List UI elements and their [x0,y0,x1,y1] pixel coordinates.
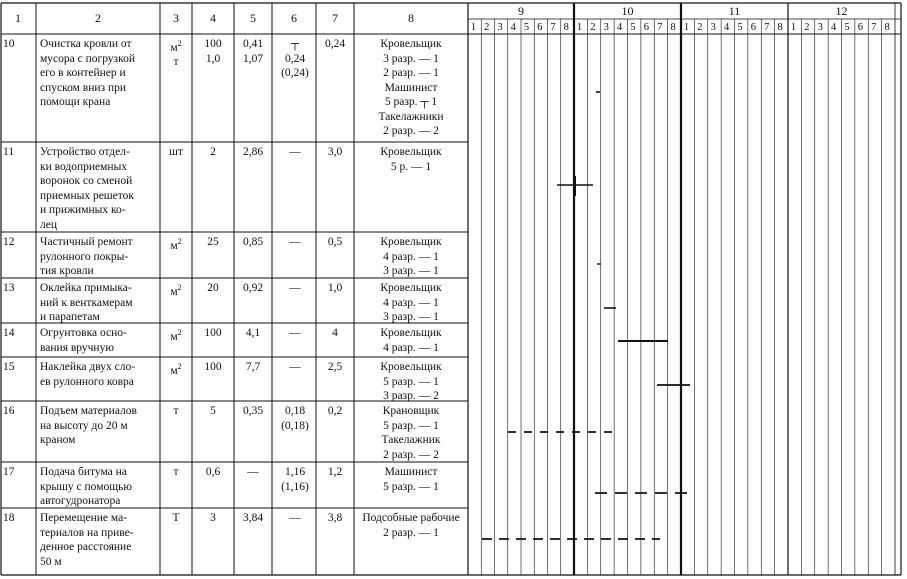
machine-hours-cell: — [289,146,301,158]
crew-cell: Кровельщик 4 разр. — 1 3 разр. — 1 [380,282,442,323]
crew-cell: Крановщик 5 разр. — 1 Такелажник 2 разр. — 2 [381,405,441,461]
day-subheader: 3 [603,22,609,33]
col-header-5: 5 [250,11,256,25]
labor-cost-cell: 4 [332,327,338,339]
row-number: 10 [3,38,15,50]
quantity-cell: 100 [204,361,222,373]
labor-norm-cell: 3,84 [242,512,264,524]
work-name: Оклейка примыка- ний к венткамерам и парапетам [40,282,133,323]
month-header-9: 9 [518,4,524,18]
day-subheader: 4 [617,22,623,33]
quantity-cell: 20 [207,282,219,294]
quantity-cell: 25 [207,236,219,248]
quantity-cell: 100 [204,327,222,339]
day-subheader: 2 [590,22,596,33]
day-subheader: 3 [817,22,823,33]
month-header-12: 12 [835,4,848,18]
labor-cost-cell: 0,5 [327,236,343,248]
machine-hours-cell: — [289,236,301,248]
work-name: Устройство отдел- ки водоприемных воронок со сменой приемных решеток и прижимных ко- лец [40,146,134,231]
quantity-cell: 5 [210,405,216,417]
labor-norm-cell: 0,85 [242,236,264,248]
row-number: 12 [3,236,15,248]
day-subheader: 3 [710,22,716,33]
labor-cost-cell: 1,2 [327,466,343,478]
machine-hours-cell: — [289,282,301,294]
crew-cell: Кровельщик 5 р. — 1 [380,146,442,173]
row-number: 13 [3,282,15,294]
unit-cell: шт [169,146,183,158]
crew-cell: Кровельщик 4 разр. — 1 3 разр. — 1 [380,236,442,277]
unit-cell: $м^2$ т [170,39,182,69]
quantity-cell: 2 [210,146,216,158]
day-subheader: 4 [831,22,837,33]
col-header-6: 6 [291,11,297,25]
day-subheader: 5 [630,22,636,33]
day-subheader: 7 [764,22,770,33]
day-subheader: 5 [737,22,743,33]
machine-hours-cell: 0,18 (0,18) [281,405,309,432]
unit-cell: т [173,466,179,478]
day-subheader: 2 [484,22,490,33]
labor-cost-cell: 0,2 [327,405,343,417]
row-number: 17 [3,466,15,478]
day-subheader: 1 [576,22,583,33]
labor-norm-cell: 4,1 [245,327,261,339]
labor-norm-cell: 0,35 [242,405,264,417]
day-subheader: 6 [643,22,649,33]
unit-cell: $м^2$ [170,237,182,252]
day-subheader: 7 [550,22,556,33]
labor-norm-cell: 2,86 [242,146,264,158]
day-subheader: 8 [670,22,676,33]
day-subheader: 5 [844,22,850,33]
row-number: 16 [3,405,15,417]
day-subheader: 6 [750,22,756,33]
labor-norm-cell: 0,41 1,07 [242,38,264,65]
col-header-4: 4 [210,11,216,25]
month-header-10: 10 [621,4,634,18]
work-name: Подача битума на крышу с помощью автогудронатора [40,466,132,507]
quantity-cell: 0,6 [205,466,221,478]
col-header-3: 3 [173,11,179,25]
machine-hours-cell: ┬ 0,24 (0,24) [281,38,309,79]
day-subheader: 1 [790,22,797,33]
labor-cost-cell: 1,0 [327,282,343,294]
crew-cell: Кровельщик 5 разр. — 1 3 разр. — 2 [380,361,442,402]
work-name: Подъем материалов на высоту до 20 м краном [40,405,137,446]
day-subheader: 3 [497,22,503,33]
day-subheader: 8 [563,22,569,33]
unit-cell: Т [172,512,180,524]
day-subheader: 2 [697,22,703,33]
day-subheader: 6 [537,22,543,33]
day-subheader: 4 [510,22,516,33]
month-header-11: 11 [728,4,741,18]
crew-cell: Кровельщик 4 разр. — 1 [380,327,442,354]
unit-cell: т [173,405,179,417]
labor-norm-cell: 0,92 [242,282,264,294]
day-subheader: 8 [777,22,783,33]
machine-hours-cell: — [289,361,301,373]
col-header-7: 7 [332,11,338,25]
row-number: 14 [3,327,15,339]
machine-hours-cell: — [289,327,301,339]
work-name: Огрунтовка осно- вания вручную [40,327,127,354]
labor-norm-cell: — [247,466,259,478]
row-number: 18 [3,512,15,524]
unit-cell: $м^2$ [170,328,182,343]
day-subheader: 1 [683,22,690,33]
machine-hours-cell: — [289,512,301,524]
day-subheader: 4 [724,22,730,33]
day-subheader: 8 [884,22,890,33]
work-name: Наклейка двух сло- ев рулонного ковра [40,361,136,388]
day-subheader: 1 [470,22,477,33]
work-name: Перемещение ма- териалов на приве- денное расстояние 50 м [40,512,134,568]
labor-cost-cell: 0,24 [324,38,346,50]
unit-cell: $м^2$ [170,283,182,298]
day-subheader: 6 [857,22,863,33]
day-subheader: 7 [657,22,663,33]
crew-cell: Подсобные рабочие 2 разр. — 1 [362,512,460,539]
labor-cost-cell: 2,5 [327,361,343,373]
work-name: Очистка кровли от мусора с погрузкой его в контейнер и спуском вниз при помощи крана [40,38,136,108]
day-subheader: 2 [804,22,810,33]
day-subheader: 5 [523,22,530,33]
crew-cell: Кровельщик 3 разр. — 1 2 разр. — 1 Машинист 5 разр. ┬ 1 Такелажники 2 разр. — 2 [378,38,444,137]
day-subheader: 7 [871,22,877,33]
crew-cell: Машинист 5 разр. — 1 [383,466,439,493]
col-header-2: 2 [95,11,101,25]
labor-cost-cell: 3,8 [327,512,343,524]
quantity-cell: 3 [210,512,216,524]
labor-cost-cell: 3,0 [327,146,343,158]
labor-norm-cell: 7,7 [245,361,261,373]
work-name: Частичный ремонт рулонного покры- тия кровли [40,236,133,277]
unit-cell: $м^2$ [170,362,182,377]
col-header-1: 1 [15,11,21,25]
row-number: 11 [3,146,15,158]
machine-hours-cell: 1,16 (1,16) [281,466,309,493]
row-number: 15 [3,361,15,373]
quantity-cell: 100 1,0 [204,38,222,65]
col-header-8: 8 [408,11,414,25]
